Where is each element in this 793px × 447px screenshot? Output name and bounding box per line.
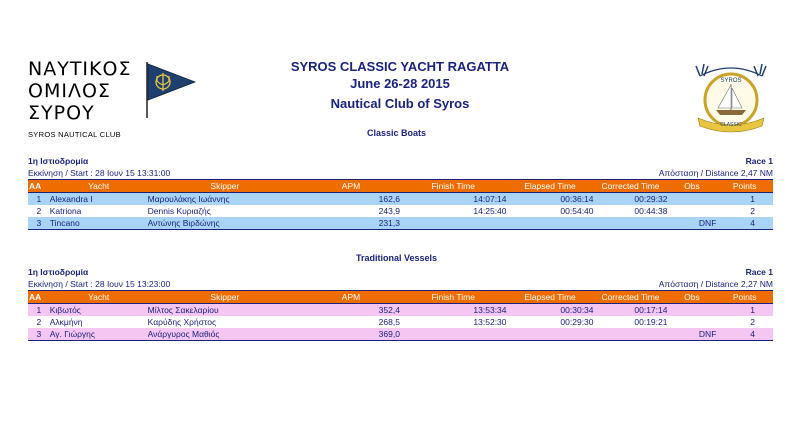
logo-line-3: ΣΥΡΟΥ bbox=[28, 102, 95, 124]
cell-finish: 14:25:40 bbox=[400, 205, 507, 217]
cell-obs: DNF bbox=[667, 328, 716, 341]
emblem-ribbon-text: CLASSIC bbox=[720, 122, 742, 128]
cell-points: 2 bbox=[716, 316, 773, 328]
cell-obs bbox=[667, 193, 716, 206]
cell-yacht: Κιβωτός bbox=[50, 304, 148, 317]
col-points: Points bbox=[716, 180, 773, 193]
cell-elapsed: 00:36:14 bbox=[507, 193, 594, 206]
cell-obs bbox=[667, 304, 716, 317]
cell-yacht: Αλκμήνη bbox=[50, 316, 148, 328]
table-row bbox=[28, 328, 773, 341]
cell-aa: 2 bbox=[28, 316, 50, 328]
cell-points: 4 bbox=[716, 217, 773, 230]
col-apm: APM bbox=[302, 180, 400, 193]
col-obs: Obs bbox=[667, 180, 716, 193]
table-header-row bbox=[28, 180, 773, 193]
col-apm: APM bbox=[302, 291, 400, 304]
cell-corrected bbox=[594, 328, 668, 341]
col-skipper: Skipper bbox=[148, 291, 302, 304]
cell-skipper: Dennis Κυριαζής bbox=[148, 205, 302, 217]
cell-finish bbox=[400, 217, 507, 230]
table-row bbox=[28, 205, 773, 217]
cell-apm: 162,6 bbox=[302, 193, 400, 206]
race-distance: Απόσταση / Distance 2,27 NM bbox=[658, 279, 773, 289]
cell-skipper: Μίλτος Σακελαρίου bbox=[148, 304, 302, 317]
logo-line-2: ΟΜΙΛΟΣ bbox=[28, 80, 111, 102]
col-yacht: Yacht bbox=[50, 180, 148, 193]
event-dates: June 26-28 2015 bbox=[350, 76, 450, 91]
cell-apm: 352,4 bbox=[302, 304, 400, 317]
cell-elapsed bbox=[507, 217, 594, 230]
cell-corrected bbox=[594, 217, 668, 230]
table-row bbox=[28, 316, 773, 328]
cell-points: 1 bbox=[716, 193, 773, 206]
cell-skipper: Ανάργυρος Μαθιός bbox=[148, 328, 302, 341]
race-distance: Απόσταση / Distance 2,47 NM bbox=[658, 168, 773, 178]
syros-classic-emblem-icon bbox=[686, 58, 776, 138]
col-points: Points bbox=[716, 291, 773, 304]
cell-apm: 231,3 bbox=[302, 217, 400, 230]
table-row bbox=[28, 193, 773, 206]
club-flag-icon bbox=[143, 60, 197, 120]
cell-finish: 13:52:30 bbox=[400, 316, 507, 328]
cell-yacht: Tincano bbox=[50, 217, 148, 230]
cell-corrected: 00:17:14 bbox=[594, 304, 668, 317]
table-row bbox=[28, 304, 773, 317]
cell-yacht: Alexandra I bbox=[50, 193, 148, 206]
race-label: Race 1 bbox=[745, 267, 773, 277]
table-header-row bbox=[28, 291, 773, 304]
cell-corrected: 00:19:21 bbox=[594, 316, 668, 328]
results-table-classic bbox=[28, 180, 773, 230]
race-head bbox=[28, 266, 773, 278]
club-logo-text bbox=[28, 58, 138, 139]
col-skipper: Skipper bbox=[148, 180, 302, 193]
race-block-classic bbox=[28, 155, 773, 230]
race-block-traditional bbox=[28, 266, 773, 341]
race-start: Εκκίνηση / Start : 28 Ιουν 15 13:31:00 bbox=[28, 168, 171, 178]
section-title-traditional: Traditional Vessels bbox=[355, 253, 438, 263]
col-aa: AA bbox=[28, 291, 50, 304]
emblem-top-text: SYROS bbox=[720, 78, 742, 84]
section-title-classic: Classic Boats bbox=[366, 128, 427, 138]
cell-yacht: Αγ. Γιώργης bbox=[50, 328, 148, 341]
cell-skipper: Μαρουλάκης Ιωάννης bbox=[148, 193, 302, 206]
cell-elapsed: 00:29:30 bbox=[507, 316, 594, 328]
cell-aa: 1 bbox=[28, 304, 50, 317]
col-corrected: Corrected Time bbox=[594, 291, 668, 304]
cell-apm: 369,0 bbox=[302, 328, 400, 341]
cell-aa: 3 bbox=[28, 217, 50, 230]
cell-elapsed: 00:30:34 bbox=[507, 304, 594, 317]
cell-yacht: Katriona bbox=[50, 205, 148, 217]
event-club: Nautical Club of Syros bbox=[330, 96, 470, 111]
cell-obs bbox=[667, 316, 716, 328]
cell-elapsed bbox=[507, 328, 594, 341]
cell-finish: 13:53:34 bbox=[400, 304, 507, 317]
cell-aa: 2 bbox=[28, 205, 50, 217]
cell-points: 1 bbox=[716, 304, 773, 317]
cell-finish: 14:07:14 bbox=[400, 193, 507, 206]
col-elapsed: Elapsed Time bbox=[507, 291, 594, 304]
cell-skipper: Καρύδης Χρήστος bbox=[148, 316, 302, 328]
col-obs: Obs bbox=[667, 291, 716, 304]
start-distance-line bbox=[28, 167, 773, 180]
cell-aa: 1 bbox=[28, 193, 50, 206]
event-header bbox=[250, 58, 550, 116]
race-head bbox=[28, 155, 773, 167]
table-row bbox=[28, 217, 773, 230]
cell-elapsed: 00:54:40 bbox=[507, 205, 594, 217]
col-aa: AA bbox=[28, 180, 50, 193]
results-table-traditional bbox=[28, 291, 773, 341]
race-name: 1η Ιστιοδρομία bbox=[28, 267, 89, 277]
col-corrected: Corrected Time bbox=[594, 180, 668, 193]
cell-aa: 3 bbox=[28, 328, 50, 341]
start-distance-line bbox=[28, 278, 773, 291]
logo-subtitle: SYROS NAUTICAL CLUB bbox=[28, 130, 121, 139]
cell-apm: 268,5 bbox=[302, 316, 400, 328]
col-finish: Finish Time bbox=[400, 291, 507, 304]
cell-obs bbox=[667, 205, 716, 217]
cell-finish bbox=[400, 328, 507, 341]
cell-apm: 243,9 bbox=[302, 205, 400, 217]
race-start: Εκκίνηση / Start : 28 Ιουν 15 13:23:00 bbox=[28, 279, 171, 289]
cell-corrected: 00:29:32 bbox=[594, 193, 668, 206]
event-title: SYROS CLASSIC YACHT RAGATTA bbox=[290, 59, 510, 74]
logo-line-1: ΝΑΥΤΙΚΟΣ bbox=[28, 58, 132, 80]
cell-corrected: 00:44:38 bbox=[594, 205, 668, 217]
col-elapsed: Elapsed Time bbox=[507, 180, 594, 193]
race-label: Race 1 bbox=[745, 156, 773, 166]
race-name: 1η Ιστιοδρομία bbox=[28, 156, 89, 166]
cell-skipper: Αντώνης Βιρδώνης bbox=[148, 217, 302, 230]
col-yacht: Yacht bbox=[50, 291, 148, 304]
cell-points: 4 bbox=[716, 328, 773, 341]
col-finish: Finish Time bbox=[400, 180, 507, 193]
cell-points: 2 bbox=[716, 205, 773, 217]
cell-obs: DNF bbox=[667, 217, 716, 230]
